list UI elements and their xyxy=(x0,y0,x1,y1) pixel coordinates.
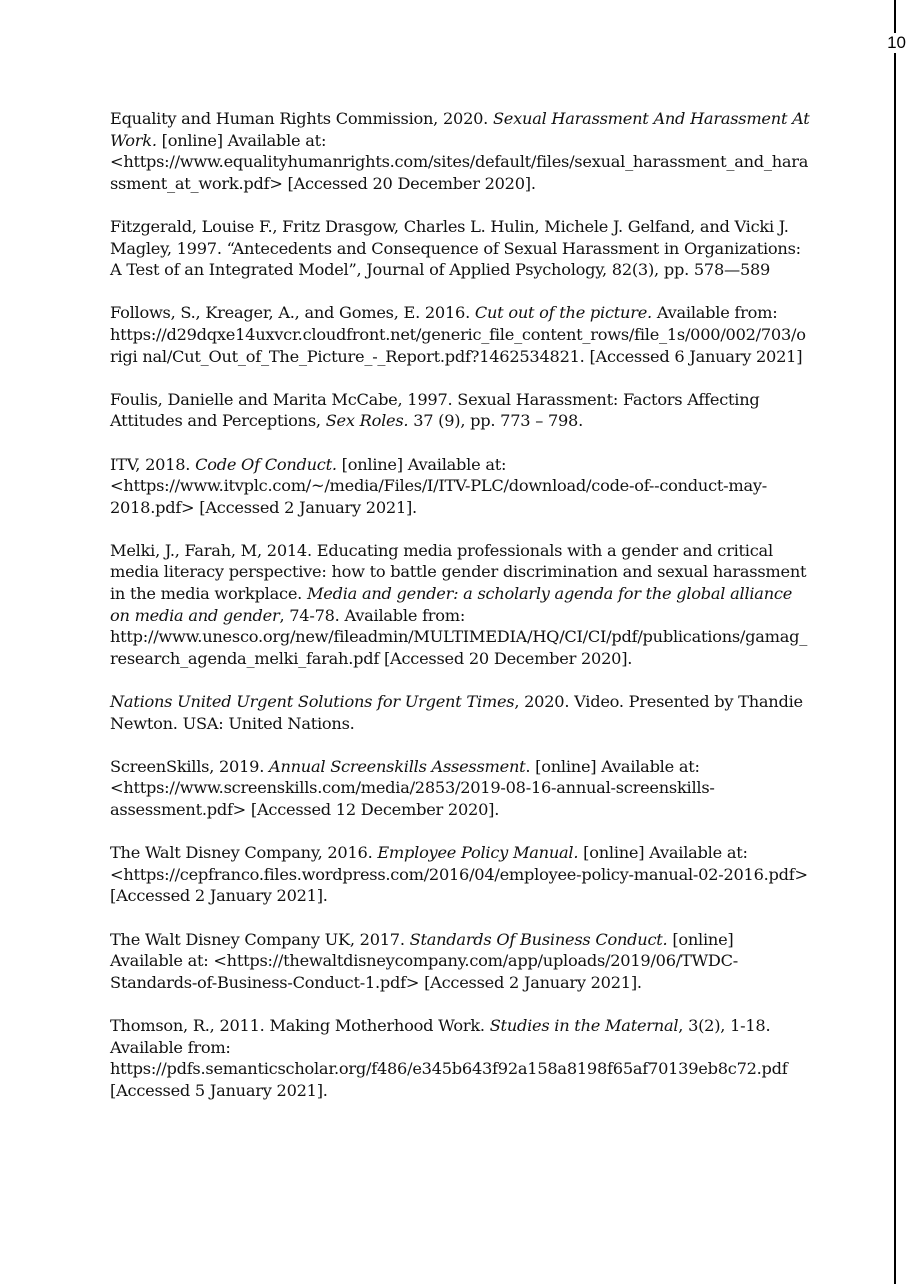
reference-text: Thomson, R., 2011. Making Motherhood Work. xyxy=(110,1015,490,1035)
page-edge-line xyxy=(894,0,896,1284)
reference-text: Fitzgerald, Louise F., Fritz Drasgow, Charles L. Hulin, Michele J. Gelfand, and Vicki J. Magley, 1997. “Antecedents and Consequence of Sexual Harassment in Organizations: A Test of an Integrated Model”, Journal of Applied Psychology, 82(3), pp. 578—589 xyxy=(110,216,801,280)
reference-details: [online] Available at: <https://www.equalityhumanrights.com/sites/default/files/sexual_harassment_and_harassment_at_work.pdf> [Accessed 20 December 2020]. xyxy=(110,130,809,193)
reference-entry xyxy=(110,108,810,194)
reference-details: . [online] Available at: <https://www.screenskills.com/media/2853/2019-08-16-annual-screenskills-assessment.pdf> [Accessed 12 December 2020]. xyxy=(110,756,715,819)
reference-entry xyxy=(110,842,810,907)
reference-title: Sexual Harassment And Harassment At Work. xyxy=(110,109,810,150)
reference-entry xyxy=(110,540,810,670)
reference-details: , 3(2), 1-18. Available from: https://pdfs.semanticscholar.org/f486/e345b643f92a158a8198f65af70139eb8c72.pdf [Accessed 5 January 2021]. xyxy=(110,1015,788,1100)
reference-title: Cut out of the picture. xyxy=(474,303,652,323)
reference-title: Studies in the Maternal xyxy=(489,1015,679,1035)
reference-details: , 2020. Video. Presented by Thandie Newton. USA: United Nations. xyxy=(110,692,803,733)
reference-title: Annual Screenskills Assessment xyxy=(269,756,526,776)
reference-text: The Walt Disney Company, 2016. xyxy=(110,843,378,863)
reference-text: Melki, J., Farah, M, 2014. Educating media professionals with a gender and critical media literacy perspective: how to battle gender discrimination and sexual harassment in the media workplace. xyxy=(110,540,807,604)
reference-text: Follows, S., Kreager, A., and Gomes, E. 2016. xyxy=(110,303,475,323)
reference-entry xyxy=(110,929,810,994)
reference-text: ITV, 2018. xyxy=(110,454,196,474)
reference-text: ScreenSkills, 2019. xyxy=(110,756,269,776)
reference-entry xyxy=(110,454,810,519)
reference-text: Equality and Human Rights Commission, 2020. xyxy=(110,109,493,128)
reference-details: , 74-78. Available from: http://www.unesco.org/new/fileadmin/MULTIMEDIA/HQ/CI/CI/pdf/publications/gamag_research_agenda_melki_farah.pdf [Accessed 20 December 2020]. xyxy=(110,605,808,668)
reference-title: Code Of Conduct. xyxy=(195,454,337,474)
reference-details: [online] Available at: <https://cepfranco.files.wordpress.com/2016/04/employee-policy-manual-02-2016.pdf> [Accessed 2 January 2021]. xyxy=(110,843,808,906)
reference-title: Nations United Urgent Solutions for Urgent Times xyxy=(110,692,515,712)
reference-title: Media and gender: a scholarly agenda for the global alliance on media and gender xyxy=(110,584,793,625)
reference-entry xyxy=(110,216,810,281)
reference-entry xyxy=(110,302,810,367)
reference-entry xyxy=(110,1015,810,1101)
reference-entry xyxy=(110,691,810,734)
reference-list xyxy=(110,108,810,1123)
reference-entry xyxy=(110,756,810,821)
reference-title: Employee Policy Manual. xyxy=(377,843,579,863)
reference-text: The Walt Disney Company UK, 2017. xyxy=(110,929,410,949)
reference-details: [online] Available at: <https://thewaltdisneycompany.com/app/uploads/2019/06/TWDC-Standards-of-Business-Conduct-1.pdf> [Accessed 2 January 2021]. xyxy=(110,929,738,992)
reference-details: Available from: https://d29dqxe14uxvcr.cloudfront.net/generic_file_content_rows/file_1s/000/002/703/origi nal/Cut_Out_of_The_Picture_-_Report.pdf?1462534821. [Accessed 6 January 2021] xyxy=(110,303,806,366)
page-number: 10 xyxy=(887,33,906,52)
reference-entry xyxy=(110,389,810,432)
reference-details: 37 (9), pp. 773 – 798. xyxy=(408,411,583,431)
reference-title: Sex Roles. xyxy=(325,411,409,431)
reference-text: Foulis, Danielle and Marita McCabe, 1997. Sexual Harassment: Factors Affecting Attitudes and Perceptions, xyxy=(110,389,760,431)
reference-title: Standards Of Business Conduct. xyxy=(409,929,668,949)
reference-details: [online] Available at: <https://www.itvplc.com/~/media/Files/I/ITV-PLC/download/code-of--conduct-may-2018.pdf> [Accessed 2 January 2021]. xyxy=(110,454,768,517)
